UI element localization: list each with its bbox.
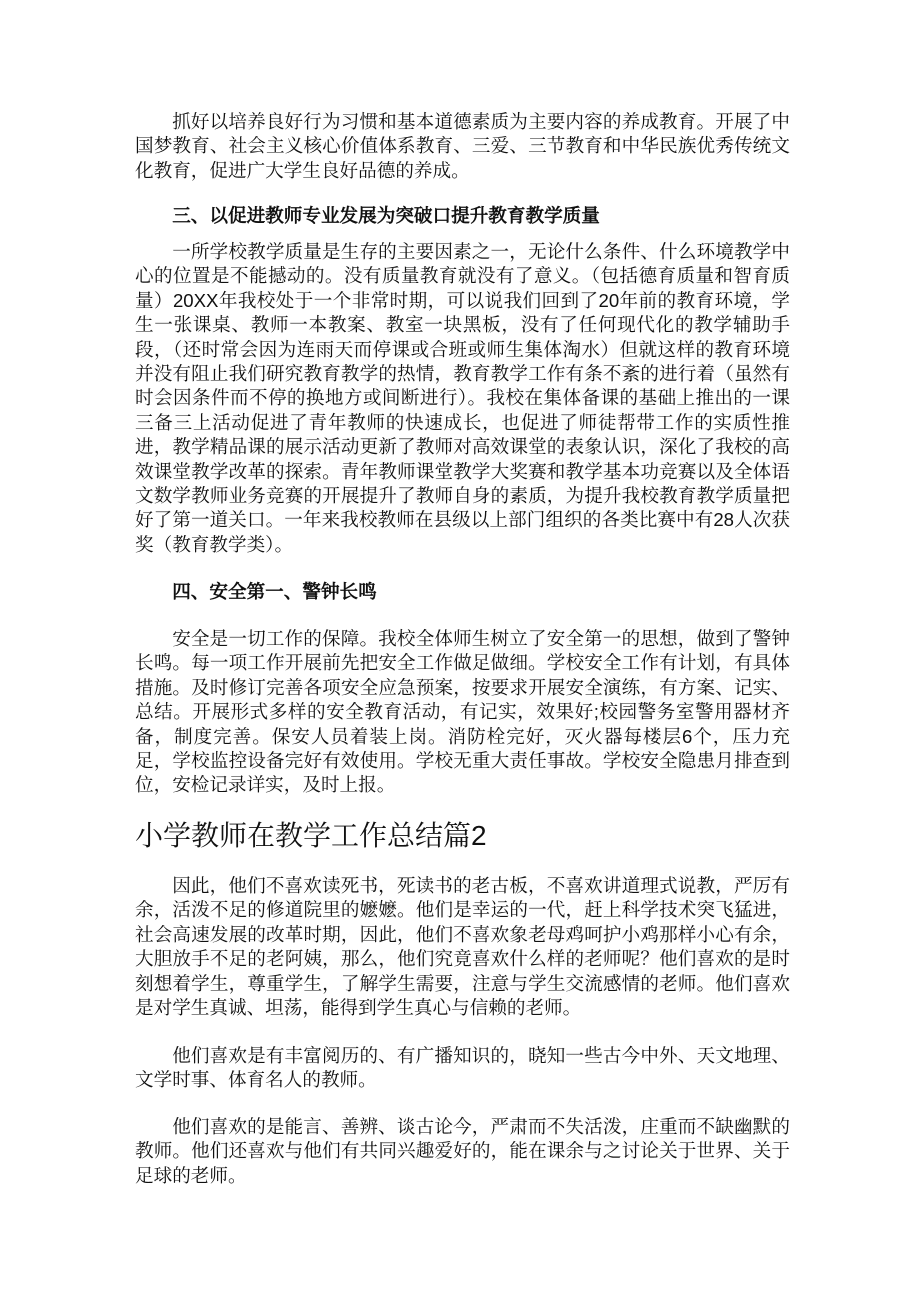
- article-2-title: 小学教师在教学工作总结篇2: [135, 820, 487, 851]
- section-4-heading: 四、安全第一、警钟长鸣: [172, 581, 377, 602]
- section-3-heading: 三、以促进教师专业发展为突破口提升教育教学质量: [172, 205, 600, 226]
- intro-paragraph: 抓好以培养良好行为习惯和基本道德素质为主要内容的养成教育。开展了中国梦教育、社会主义核心价值体系教育、三爱、三节教育和中华民族优秀传统文化教育，促进广大学生良好品德的养成。: [135, 111, 790, 181]
- section-4-paragraph: 安全是一切工作的保障。我校全体师生树立了安全第一的思想，做到了警钟长鸣。每一项工作开展前先把安全工作做足做细。学校安全工作有计划，有具体措施。及时修订完善各项安全应急预案，按要求开展安全演练，有方案、记实、总结。开展形式多样的安全教育活动，有记实，效果好;校园警务室警用器材齐备，制度完善。保安人员着装上岗。消防栓完好，灭火器每楼层6个，压力充足，学校监控设备完好有效使用。学校无重大责任事故。学校安全隐患月排查到位，安检记录详实，及时上报。: [135, 628, 790, 796]
- section-3-paragraph: 一所学校教学质量是生存的主要因素之一，无论什么条件、什么环境教学中心的位置是不能撼动的。没有质量教育就没有了意义。（包括德育质量和智育质量）20XX年我校处于一个非常时期，可以说我们回到了20年前的教育环境，学生一张课桌、教师一本教案、教室一块黑板，没有了任何现代化的教学辅助手段，（还时常会因为连雨天而停课或合班或师生集体淘水）但就这样的教育环境并没有阻止我们研究教育教学的热情，教育教学工作有条不紊的进行着（虽然有时会因条件而不停的换地方或间断进行）。我校在集体备课的基础上推出的一课三备三上活动促进了青年教师的快速成长，也促进了师徒帮带工作的实质性推进，教学精品课的展示活动更新了教师对高效课堂的表象认识，深化了我校的高效课堂教学改革的探索。青年教师课堂教学大奖赛和教学基本功竞赛以及全体语文数学教师业务竞赛的开展提升了教师自身的素质，为提升我校教育教学质量把好了第一道关口。一年来我校教师在县级以上部门组织的各类比赛中有28人次获奖（教育教学类）。: [135, 241, 790, 555]
- article-2-paragraph-1: 因此，他们不喜欢读死书，死读书的老古板，不喜欢讲道理式说教，严厉有余，活泼不足的修道院里的嬷嬷。他们是幸运的一代，赶上科学技术突飞猛进，社会高速发展的改革时期，因此，他们不喜欢象老母鸡呵护小鸡那样小心有余，大胆放手不足的老阿姨，那么，他们究竟喜欢什么样的老师呢？他们喜欢的是时刻想着学生，尊重学生，了解学生需要，注意与学生交流感情的老师。他们喜欢是对学生真诚、坦荡，能得到学生真心与信赖的老师。: [135, 875, 790, 1019]
- article-2-paragraph-2: 他们喜欢是有丰富阅历的、有广播知识的，晓知一些古今中外、天文地理、文学时事、体育名人的教师。: [135, 1045, 790, 1091]
- article-2-paragraph-3: 他们喜欢的是能言、善辨、谈古论今，严肃而不失活泼，庄重而不缺幽默的教师。他们还喜欢与他们有共同兴趣爱好的，能在课余与之讨论关于世界、关于足球的老师。: [135, 1116, 790, 1186]
